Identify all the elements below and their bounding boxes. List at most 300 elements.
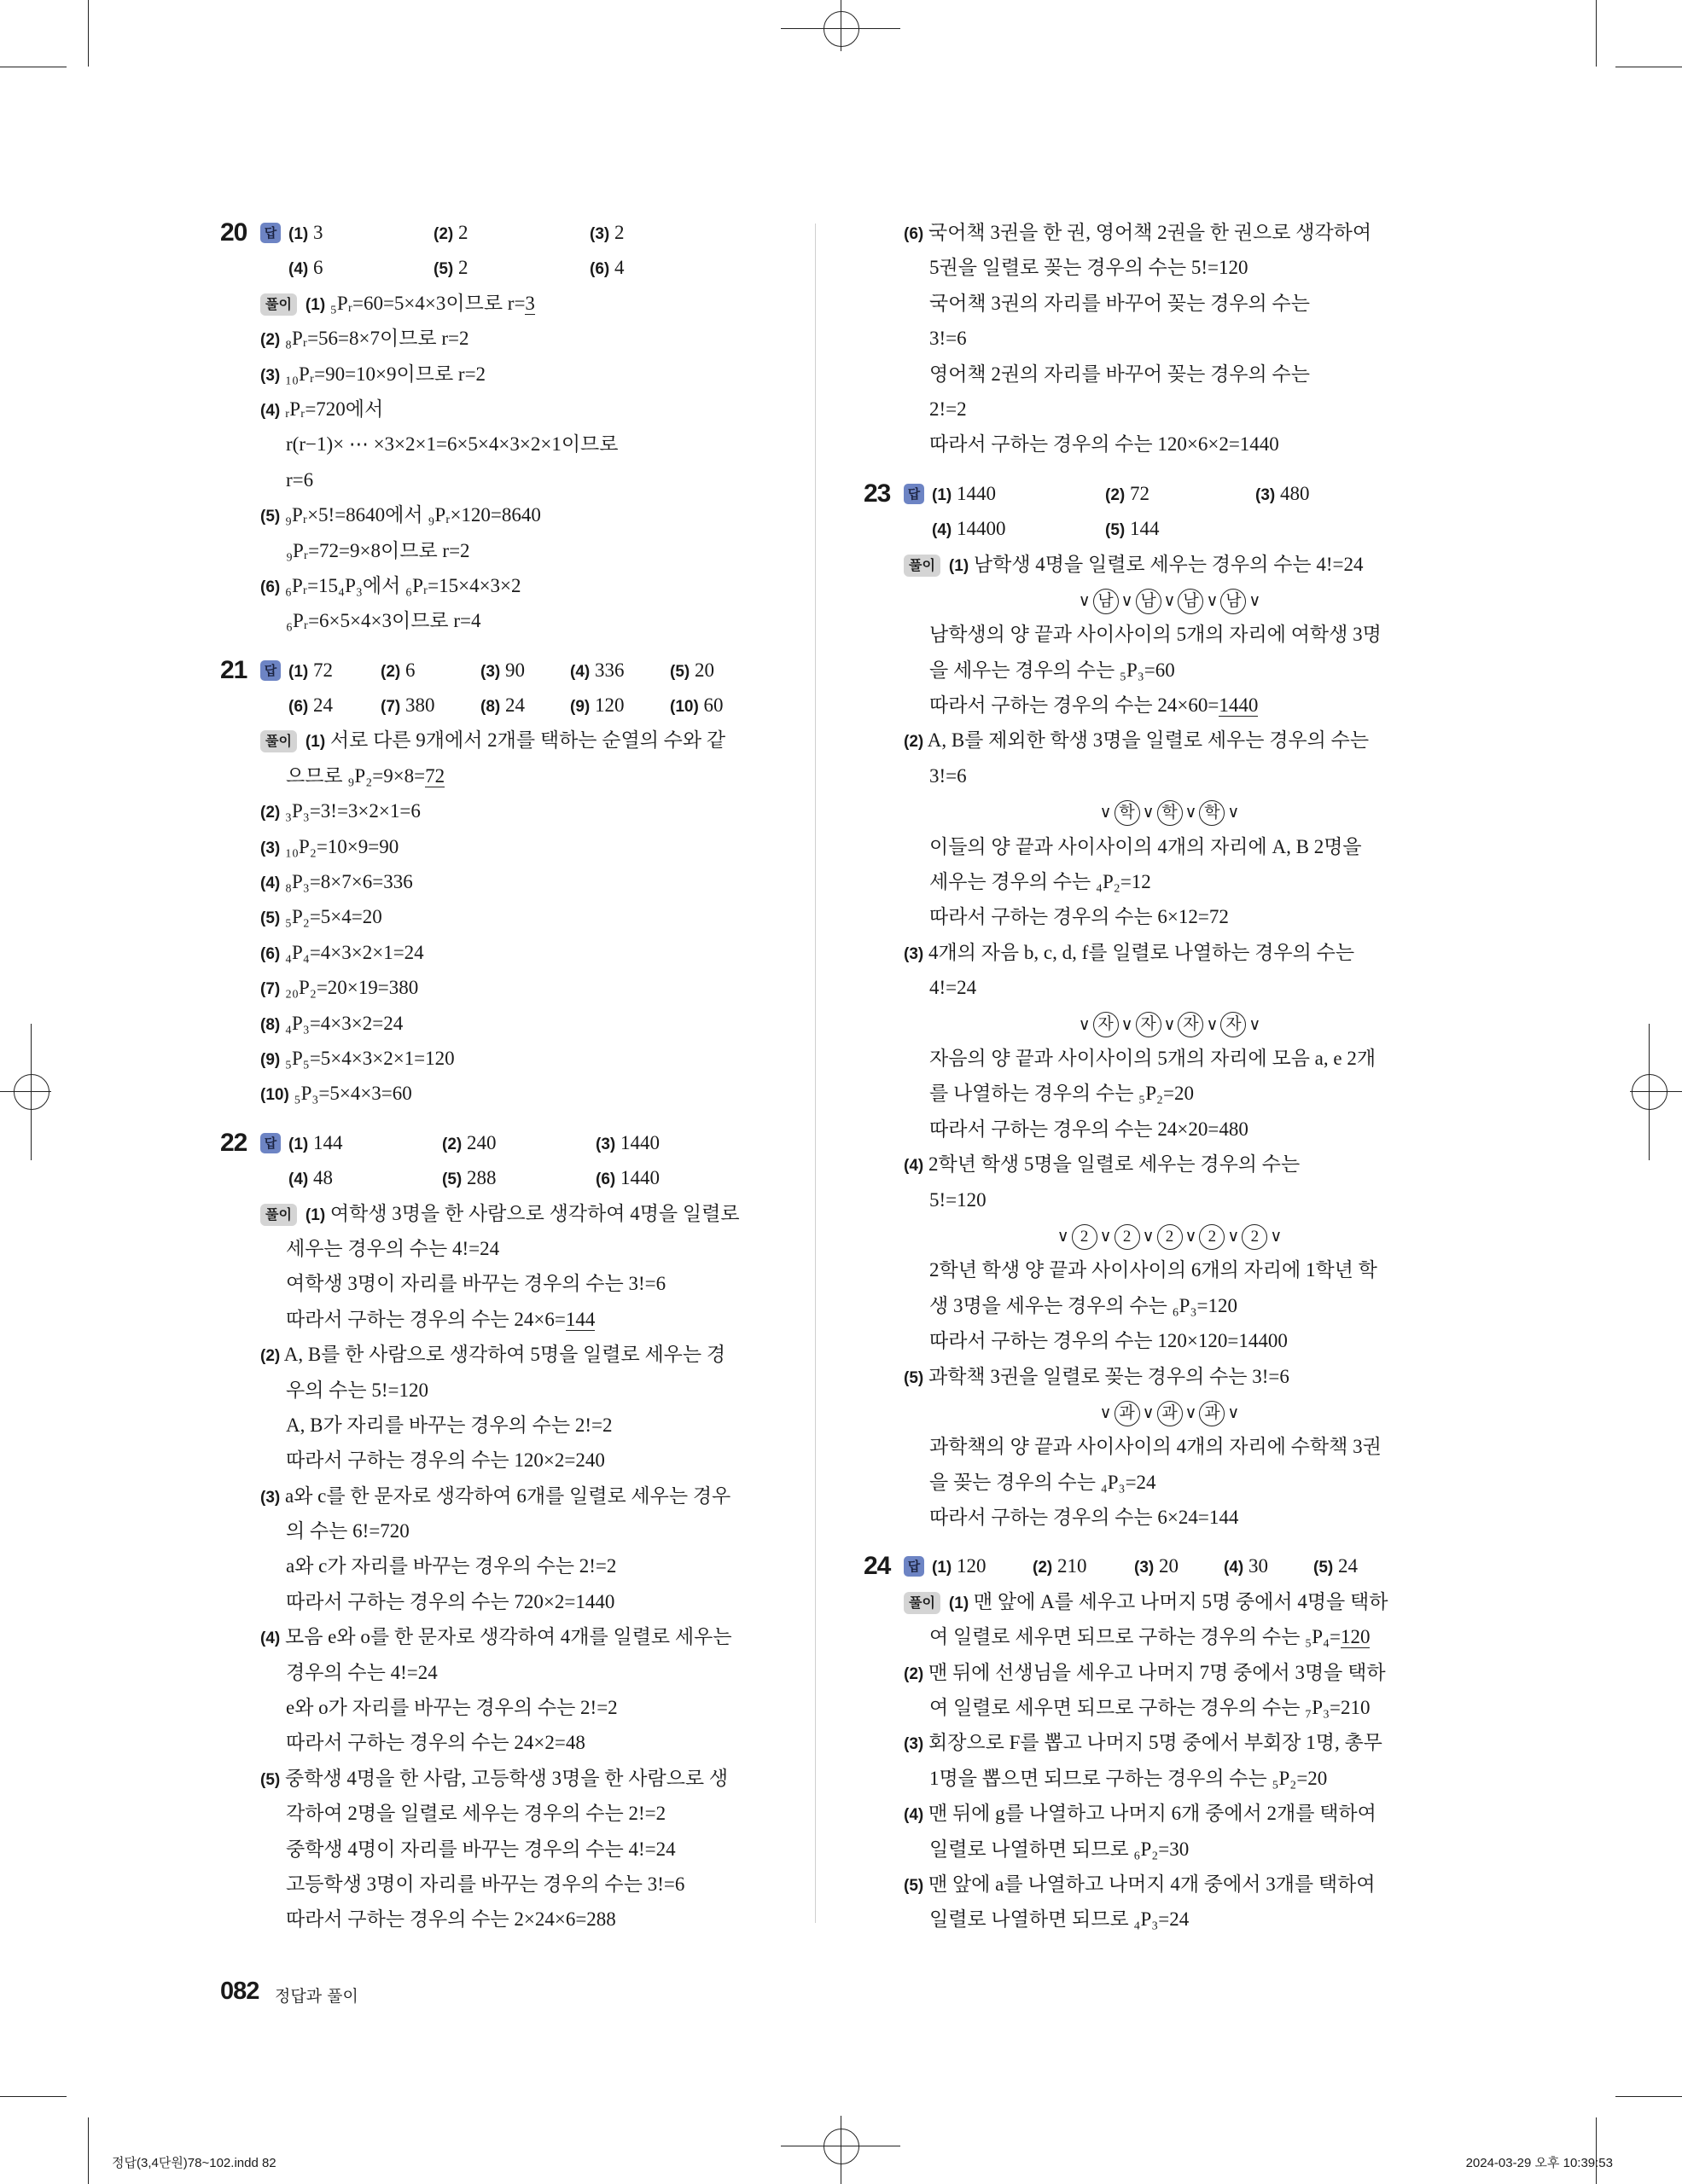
answer-badge: 답: [260, 660, 281, 681]
slug-filename: 정답(3,4단원)78~102.indd 82: [112, 2156, 276, 2170]
answer-value: 144: [1129, 518, 1160, 540]
gap-mark-icon: ∨: [1142, 1403, 1155, 1422]
solution-text: ₅P₃=5×4×3=60: [294, 1083, 412, 1105]
solution-line: [220, 1231, 766, 1266]
answer-row: [288, 1160, 690, 1197]
problem-number: 20: [220, 218, 247, 247]
item-number: (3): [260, 366, 281, 385]
gap-mark-icon: ∨: [1248, 1014, 1261, 1034]
solution-text: 생 3명을 세우는 경우의 수는 ₆P₃=120: [929, 1294, 1237, 1316]
underlined-answer: 72: [425, 764, 445, 787]
answer-item: [590, 215, 684, 252]
answer-item: [932, 511, 1105, 548]
gap-mark-icon: ∨: [1206, 1014, 1219, 1034]
circled-item: 남: [1178, 589, 1203, 614]
item-number: (6): [260, 944, 281, 963]
answer-label: (3): [596, 1135, 616, 1153]
answer-item: [434, 250, 590, 287]
answer-row: [932, 1548, 1399, 1585]
answer-value: 120: [956, 1555, 987, 1577]
problem-number: 22: [220, 1128, 247, 1157]
solution-line: [864, 970, 1410, 1005]
circled-item: 과: [1115, 1401, 1140, 1426]
solution-line: [864, 1465, 1410, 1500]
answer-label: (6): [596, 1170, 616, 1189]
problem-block: [220, 653, 766, 1112]
solution-badge: 풀이: [904, 1592, 940, 1614]
slug-timestamp: 2024-03-29 오후 10:39:53: [1465, 2156, 1613, 2170]
item-number: (8): [260, 1015, 281, 1034]
answer-item: [434, 215, 590, 252]
gap-mark-icon: ∨: [1099, 1226, 1112, 1246]
answer-badge: 답: [260, 223, 281, 243]
answer-value: 24: [1337, 1555, 1358, 1577]
answer-line: [220, 653, 766, 688]
answer-badge: 답: [904, 1556, 924, 1577]
solution-line: [864, 829, 1410, 864]
solution-text: 따라서 구하는 경우의 수는 120×2=240: [286, 1449, 605, 1472]
answer-value: 2: [614, 222, 625, 243]
answer-item: [288, 215, 434, 252]
underlined-answer: 1440: [1219, 694, 1259, 717]
answer-label: (4): [570, 662, 591, 681]
solution-text: 맨 앞에 a를 나열하고 나머지 4개 중에서 3개를 택하여: [928, 1873, 1376, 1895]
circled-item: 과: [1157, 1401, 1183, 1426]
answer-value: 60: [703, 694, 724, 717]
answer-value: 210: [1056, 1555, 1087, 1577]
solution-line: [220, 793, 766, 828]
item-number: (1): [305, 733, 326, 752]
solution-line: [220, 1302, 766, 1337]
circled-item: 자: [1220, 1012, 1246, 1037]
solution-line: [220, 568, 766, 603]
answer-label: (8): [480, 698, 501, 717]
solution-text: 국어책 3권의 자리를 바꾸어 꽂는 경우의 수는: [929, 292, 1310, 314]
solution-line: [220, 1584, 766, 1619]
item-number: (9): [260, 1050, 281, 1069]
answer-item: [480, 688, 570, 724]
solution-line: [220, 1867, 766, 1902]
solution-line: [864, 286, 1410, 321]
circled-item: 학: [1199, 800, 1225, 826]
answer-row: [288, 250, 684, 287]
solution-text: ₃P₃=3!=3×2×1=6: [284, 800, 421, 822]
solution-line: [220, 1548, 766, 1583]
item-number: (5): [260, 1770, 281, 1789]
problem-block: [864, 215, 1410, 462]
problem-block: [220, 1125, 766, 1937]
item-number: (10): [260, 1086, 289, 1105]
solution-line: [864, 1252, 1410, 1287]
solution-text: ₈Pᵣ=56=8×7이므로 r=2: [284, 328, 469, 350]
item-number: (4): [260, 401, 281, 420]
answer-item: [442, 1160, 596, 1197]
circled-item: 남: [1093, 589, 1119, 614]
solution-text: 2학년 학생 양 끝과 사이사이의 6개의 자리에 1학년 학: [929, 1259, 1377, 1281]
solution-line: [864, 864, 1410, 899]
solution-line: [864, 250, 1410, 285]
solution-text: ₆Pᵣ=6×5×4×3이므로 r=4: [286, 610, 481, 632]
solution-line: [864, 1725, 1410, 1760]
answer-item: [670, 688, 764, 724]
answer-value: 48: [312, 1167, 333, 1189]
answer-label: (7): [381, 698, 401, 717]
answer-label: (1): [932, 1559, 952, 1577]
answer-label: (5): [442, 1170, 463, 1189]
solution-text: 1명을 뽑으면 되므로 구하는 경우의 수는 ₅P₂=20: [929, 1767, 1328, 1789]
solution-line: [220, 1006, 766, 1041]
column-divider: [815, 224, 816, 1923]
solution-text: 을 꽂는 경우의 수는 ₄P₃=24: [929, 1471, 1156, 1493]
gap-mark-icon: ∨: [1206, 590, 1219, 610]
answer-label: (1): [288, 225, 309, 243]
solution-text: 일렬로 나열하면 되므로 ₄P₃=24: [929, 1908, 1190, 1931]
gap-mark-icon: ∨: [1184, 1403, 1197, 1422]
solution-line: [864, 547, 1410, 582]
gap-mark-icon: ∨: [1142, 803, 1155, 822]
answer-value: 24: [504, 694, 525, 717]
solution-line: [220, 533, 766, 568]
answer-value: 120: [594, 694, 625, 717]
solution-line: [864, 1655, 1410, 1690]
solution-line: [864, 653, 1410, 688]
solution-line: [864, 935, 1410, 970]
answer-value: 30: [1248, 1555, 1268, 1577]
answer-item: [590, 250, 684, 287]
answer-value: 72: [312, 659, 333, 681]
solution-text: ₉Pᵣ=72=9×8이므로 r=2: [286, 539, 470, 561]
answer-value: 6: [312, 257, 323, 279]
underlined-answer: 144: [565, 1308, 596, 1330]
item-number: (2): [904, 733, 924, 752]
solution-text: 자음의 양 끝과 사이사이의 5개의 자리에 모음 a, e 2개: [929, 1047, 1376, 1069]
answer-label: (4): [288, 260, 309, 279]
solution-line: [220, 970, 766, 1005]
solution-line: [864, 688, 1410, 723]
arrangement-diagram: [864, 1006, 1410, 1041]
solution-text: r=6: [286, 468, 314, 491]
answer-line: [864, 511, 1410, 546]
solution-text: 를 나열하는 경우의 수는 ₅P₂=20: [929, 1083, 1194, 1105]
solution-text: 중학생 4명을 한 사람, 고등학생 3명을 한 사람으로 생: [284, 1767, 729, 1789]
solution-line: [864, 1182, 1410, 1217]
underlined-answer: 3: [525, 292, 535, 314]
answer-line: [864, 476, 1410, 511]
answer-label: (4): [932, 521, 952, 540]
solution-text: ₄P₄=4×3×2×1=24: [284, 941, 424, 963]
solution-text: 따라서 구하는 경우의 수는 120×6×2=1440: [929, 433, 1279, 456]
registration-mark: [1649, 1024, 1650, 1160]
arrangement-diagram: [864, 1394, 1410, 1429]
answer-value: 1440: [956, 482, 996, 504]
answer-item: [381, 653, 480, 689]
solution-text: 따라서 구하는 경우의 수는 24×20=480: [929, 1118, 1248, 1140]
solution-badge: 풀이: [260, 1204, 297, 1226]
gap-mark-icon: ∨: [1142, 1226, 1155, 1246]
solution-line: [864, 357, 1410, 392]
item-number: (2): [260, 331, 281, 350]
problem-number: 23: [864, 479, 891, 508]
solution-text: 세우는 경우의 수는 4!=24: [286, 1237, 500, 1259]
gap-mark-icon: ∨: [1270, 1226, 1283, 1246]
answer-row: [932, 511, 1255, 548]
solution-line: [864, 899, 1410, 934]
answer-value: 24: [312, 694, 333, 717]
left-column: [220, 215, 766, 1937]
gap-mark-icon: ∨: [1163, 590, 1176, 610]
answer-item: [288, 653, 381, 689]
solution-line: [220, 462, 766, 497]
solution-line: [220, 935, 766, 970]
answer-item: [932, 476, 1105, 513]
circled-item: 2: [1242, 1224, 1267, 1250]
answer-badge: 답: [904, 484, 924, 504]
underlined-answer: 120: [1340, 1626, 1371, 1648]
answer-item: [670, 653, 764, 689]
item-number: (3): [904, 1735, 924, 1754]
solution-line: [864, 427, 1410, 462]
solution-line: [864, 1359, 1410, 1394]
crop-mark: [1596, 2117, 1597, 2184]
solution-line: [220, 1478, 766, 1513]
crop-mark: [1615, 2096, 1682, 2097]
solution-line: [864, 215, 1410, 250]
solution-text: 으므로 ₉P₂=9×8=: [286, 764, 426, 787]
solution-text: 2학년 학생 5명을 일렬로 세우는 경우의 수는: [928, 1153, 1301, 1176]
registration-mark: [824, 2129, 859, 2164]
solution-text: 여 일렬로 세우면 되므로 구하는 경우의 수는 ₅P₄=: [929, 1626, 1341, 1648]
item-number: (4): [260, 1629, 281, 1648]
problem-block: [864, 476, 1410, 1536]
solution-line: [220, 357, 766, 392]
solution-line: [220, 603, 766, 638]
item-number: (5): [904, 1876, 924, 1895]
answer-value: 336: [594, 659, 625, 681]
solution-text: 4개의 자음 b, c, d, f를 일렬로 나열하는 경우의 수는: [928, 941, 1355, 963]
solution-line: [864, 1429, 1410, 1464]
gap-mark-icon: ∨: [1163, 1014, 1176, 1034]
solution-text: 회장으로 F를 뽑고 나머지 5명 중에서 부회장 1명, 총무: [928, 1732, 1382, 1754]
solution-text: 5!=120: [929, 1188, 987, 1211]
answer-label: (9): [570, 698, 591, 717]
circled-item: 자: [1093, 1012, 1119, 1037]
solution-line: [220, 497, 766, 532]
solution-text: 남학생의 양 끝과 사이사이의 5개의 자리에 여학생 3명: [929, 624, 1382, 646]
registration-mark: [14, 1074, 49, 1110]
answer-value: 4: [614, 257, 625, 279]
answer-label: (1): [288, 662, 309, 681]
gap-mark-icon: ∨: [1227, 1226, 1240, 1246]
problem-number: 21: [220, 655, 247, 684]
answer-line: [220, 688, 766, 723]
answer-item: [1134, 1548, 1224, 1585]
registration-mark: [0, 1091, 51, 1092]
gap-mark-icon: ∨: [1078, 590, 1091, 610]
answer-label: (1): [288, 1135, 309, 1153]
registration-mark: [781, 28, 900, 29]
solution-text: 따라서 구하는 경우의 수는 120×120=14400: [929, 1330, 1288, 1352]
solution-text: 따라서 구하는 경우의 수는 24×60=: [929, 694, 1219, 717]
solution-line: [220, 392, 766, 427]
solution-text: 3!=6: [929, 328, 967, 350]
solution-text: ₁₀P₂=10×9=90: [284, 835, 399, 857]
circled-item: 2: [1072, 1224, 1097, 1250]
solution-text: 따라서 구하는 경우의 수는 2×24×6=288: [286, 1908, 616, 1931]
answer-item: [932, 1548, 1033, 1585]
answer-value: 3: [312, 222, 323, 243]
gap-mark-icon: ∨: [1099, 1403, 1112, 1422]
solution-line: [864, 1041, 1410, 1076]
solution-text: A, B를 한 사람으로 생각하여 5명을 일렬로 세우는 경: [283, 1344, 726, 1366]
solution-text: a와 c를 한 문자로 생각하여 6개를 일렬로 세우는 경우: [284, 1484, 731, 1507]
solution-line: [220, 1041, 766, 1076]
item-number: (1): [948, 556, 969, 575]
solution-line: [864, 1500, 1410, 1535]
solution-text: 따라서 구하는 경우의 수는 720×2=1440: [286, 1590, 615, 1612]
circled-item: 학: [1157, 800, 1183, 826]
arrangement-diagram: [864, 793, 1410, 828]
solution-line: [864, 1902, 1410, 1937]
answer-item: [596, 1160, 690, 1197]
solution-line: [864, 1323, 1410, 1358]
solution-text: A, B가 자리를 바꾸는 경우의 수는 2!=2: [286, 1414, 613, 1436]
solution-text: ₅P₅=5×4×3×2×1=120: [284, 1047, 455, 1069]
item-number: (6): [260, 578, 281, 596]
item-number: (5): [260, 909, 281, 928]
answer-value: 2: [457, 222, 469, 243]
answer-item: [596, 1125, 690, 1162]
crop-mark: [88, 2117, 89, 2184]
solution-text: 국어책 3권을 한 권, 영어책 2권을 한 권으로 생각하여: [928, 222, 1372, 243]
problem-number: 24: [864, 1552, 891, 1581]
crop-mark: [88, 0, 89, 67]
solution-text: A, B를 제외한 학생 3명을 일렬로 세우는 경우의 수는: [927, 729, 1370, 752]
circled-item: 자: [1136, 1012, 1161, 1037]
answer-label: (5): [434, 260, 454, 279]
solution-line: [864, 1147, 1410, 1182]
answer-line: [220, 250, 766, 285]
item-number: (2): [260, 804, 281, 822]
solution-text: 과학책 3권을 일렬로 꽂는 경우의 수는 3!=6: [928, 1365, 1289, 1387]
answer-item: [288, 688, 381, 724]
answer-value: 380: [404, 694, 435, 717]
solution-text: 일렬로 나열하면 되므로 ₆P₂=30: [929, 1838, 1190, 1860]
solution-text: 따라서 구하는 경우의 수는 24×2=48: [286, 1732, 585, 1754]
solution-line: [864, 1619, 1410, 1654]
answer-label: (3): [1134, 1559, 1155, 1577]
solution-line: [220, 899, 766, 934]
circled-item: 자: [1178, 1012, 1203, 1037]
answer-value: 6: [404, 659, 416, 681]
solution-line: [864, 758, 1410, 793]
solution-badge: 풀이: [904, 555, 940, 577]
solution-line: [864, 723, 1410, 758]
solution-text: 영어책 2권의 자리를 바꾸어 꽂는 경우의 수는: [929, 363, 1310, 385]
answer-label: (2): [1033, 1559, 1053, 1577]
answer-label: (2): [442, 1135, 463, 1153]
gap-mark-icon: ∨: [1078, 1014, 1091, 1034]
solution-text: ₈P₃=8×7×6=336: [284, 871, 413, 893]
solution-line: [864, 321, 1410, 356]
answer-badge: 답: [260, 1133, 281, 1153]
answer-label: (6): [288, 698, 309, 717]
solution-text: r(r−1)× ⋯ ×3×2×1=6×5×4×3×2×1이므로: [286, 433, 619, 456]
solution-text: 맨 뒤에 g를 나열하고 나머지 6개 중에서 2개를 택하여: [928, 1803, 1376, 1825]
solution-line: [220, 321, 766, 356]
solution-text: 5권을 일렬로 꽂는 경우의 수는 5!=120: [929, 257, 1248, 279]
solution-line: [220, 1725, 766, 1760]
solution-text: 각하여 2명을 일렬로 세우는 경우의 수는 2!=2: [286, 1803, 666, 1825]
solution-text: 2!=2: [929, 398, 967, 420]
solution-line: [220, 1266, 766, 1301]
solution-line: [220, 864, 766, 899]
gap-mark-icon: ∨: [1099, 803, 1112, 822]
circled-item: 2: [1157, 1224, 1183, 1250]
solution-text: 중학생 4명이 자리를 바꾸는 경우의 수는 4!=24: [286, 1838, 676, 1860]
item-number: (7): [260, 980, 281, 999]
answer-value: 144: [312, 1131, 343, 1153]
solution-text: 맨 앞에 A를 세우고 나머지 5명 중에서 4명을 택하: [973, 1590, 1388, 1612]
solution-line: [220, 1796, 766, 1831]
answer-item: [1313, 1548, 1399, 1585]
answer-label: (3): [480, 662, 501, 681]
answer-row: [288, 653, 764, 689]
item-number: (3): [260, 839, 281, 857]
item-number: (6): [904, 225, 924, 243]
solution-line: [220, 723, 766, 758]
solution-text: 경우의 수는 4!=24: [286, 1661, 438, 1683]
solution-line: [220, 427, 766, 462]
answer-item: [1105, 476, 1255, 513]
gap-mark-icon: ∨: [1120, 1014, 1133, 1034]
solution-text: 따라서 구하는 경우의 수는 6×12=72: [929, 906, 1229, 928]
item-number: (1): [305, 1205, 326, 1224]
solution-line: [864, 1690, 1410, 1725]
solution-line: [864, 1761, 1410, 1796]
solution-text: 서로 다른 9개에서 2개를 택하는 순열의 수와 같: [329, 729, 726, 752]
registration-mark: [31, 1024, 32, 1160]
solution-text: 맨 뒤에 선생님을 세우고 나머지 7명 중에서 3명을 택하: [928, 1661, 1386, 1683]
gap-mark-icon: ∨: [1120, 590, 1133, 610]
solution-line: [220, 1655, 766, 1690]
item-number: (1): [305, 295, 326, 314]
problem-block: [220, 215, 766, 639]
solution-text: 여학생 3명을 한 사람으로 생각하여 4명을 일렬로: [329, 1202, 740, 1224]
answer-label: (3): [1255, 485, 1276, 504]
item-number: (4): [904, 1806, 924, 1825]
solution-text: 고등학생 3명이 자리를 바꾸는 경우의 수는 3!=6: [286, 1873, 685, 1895]
solution-line: [864, 392, 1410, 427]
solution-text: 과학책의 양 끝과 사이사이의 4개의 자리에 수학책 3권: [929, 1436, 1382, 1458]
solution-text: 세우는 경우의 수는 ₄P₂=12: [929, 871, 1151, 893]
solution-text: 3!=6: [929, 764, 967, 787]
answer-line: [864, 1548, 1410, 1583]
solution-text: ᵣPᵣ=720에서: [284, 398, 384, 420]
item-number: (3): [904, 944, 924, 963]
solution-text: ₉Pᵣ×5!=8640에서 ₉Pᵣ×120=8640: [284, 504, 541, 526]
solution-badge: 풀이: [260, 293, 297, 316]
solution-text: 우의 수는 5!=120: [286, 1379, 429, 1401]
gap-mark-icon: ∨: [1184, 803, 1197, 822]
solution-text: ₆Pᵣ=15₄P₃에서 ₆Pᵣ=15×4×3×2: [284, 574, 521, 596]
solution-line: [220, 1076, 766, 1111]
solution-text: 따라서 구하는 경우의 수는 24×6=: [286, 1308, 566, 1330]
crop-mark: [0, 2096, 67, 2097]
solution-line: [864, 1584, 1410, 1619]
answer-item: [480, 653, 570, 689]
answer-label: (5): [670, 662, 690, 681]
answer-row: [288, 215, 684, 252]
